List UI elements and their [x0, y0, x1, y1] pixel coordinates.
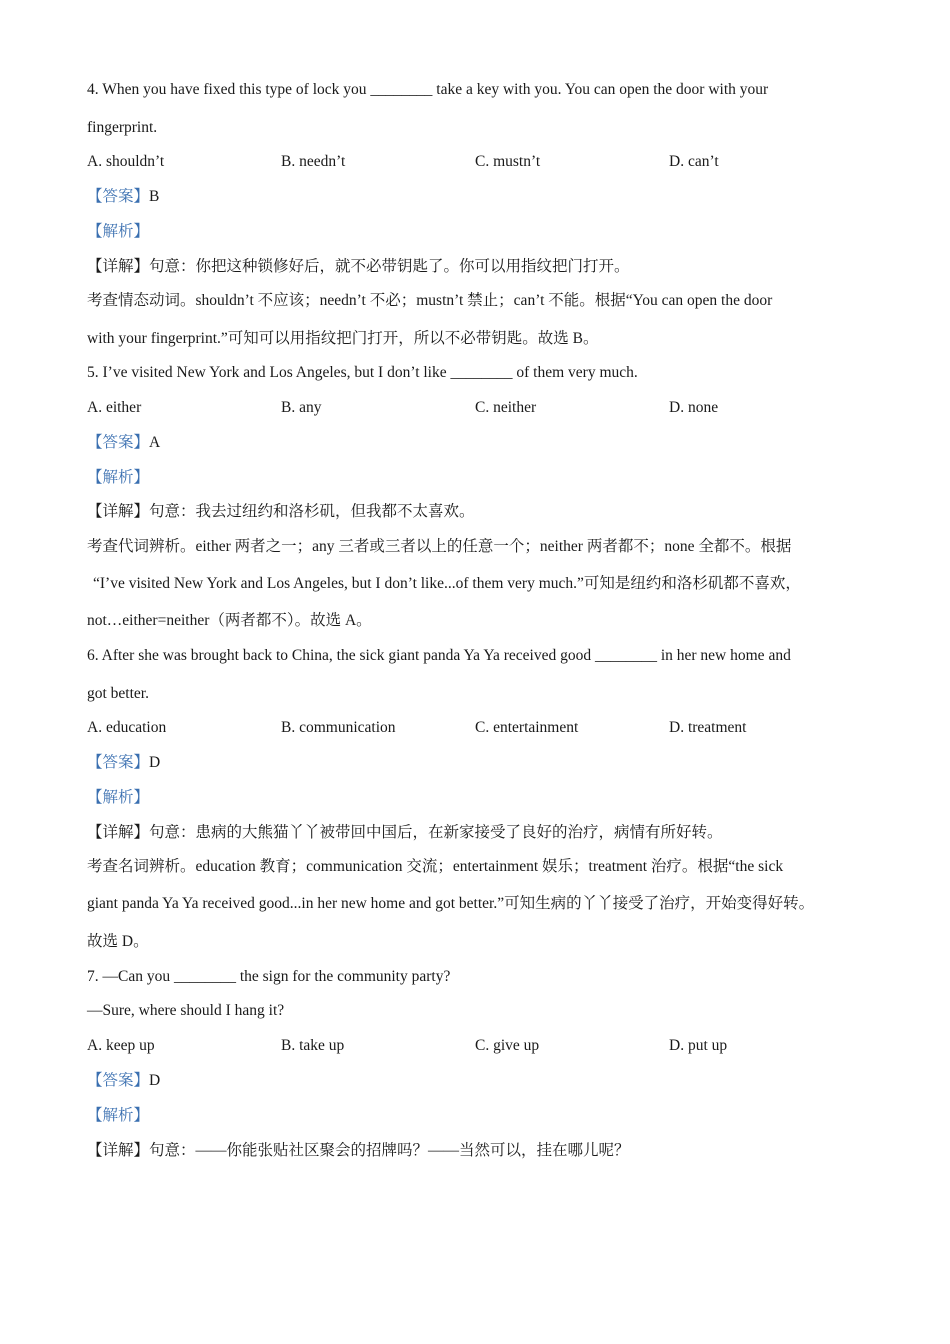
q5-explain-line2: “I’ve visited New York and Los Angeles, but I don’t like...of them very much.”可知是纽约和洛杉矶都不喜欢，	[93, 575, 801, 592]
q5-detail: 句意：我去过纽约和洛杉矶，但我都不太喜欢。	[149, 503, 475, 520]
q4-explain-line2: with your fingerprint.”可知可以用指纹把门打开，所以不必带钥匙。故选 B。	[87, 330, 599, 347]
q6-answer: D	[149, 754, 161, 771]
q5-answer: A	[149, 434, 161, 451]
q7-analysis-tag: 【解析】	[87, 1107, 150, 1124]
q5-answer-line	[87, 433, 160, 453]
q5-option-b: B. any	[281, 399, 322, 416]
q4-detail-line	[87, 257, 630, 277]
q6-explain-line3: 故选 D。	[87, 933, 149, 950]
q7-answer-line	[87, 1071, 160, 1091]
q5-detail-line	[87, 502, 475, 522]
detail-tag: 【详解】	[87, 824, 150, 841]
q6-option-a: A. education	[87, 719, 167, 736]
q4-analysis-tag: 【解析】	[87, 223, 150, 240]
q4-option-b: B. needn’t	[281, 153, 346, 170]
q7-option-a: A. keep up	[87, 1037, 155, 1054]
q6-detail: 句意：患病的大熊猫丫丫被带回中国后，在新家接受了良好的治疗，病情有所好转。	[149, 824, 723, 841]
q6-explain-line2: giant panda Ya Ya received good...in her new home and got better.”可知生病的丫丫接受了治疗，开始变得好转。	[87, 895, 815, 912]
answer-tag: 【答案】	[87, 188, 150, 205]
q6-option-c: C. entertainment	[475, 719, 579, 736]
q7-option-c: C. give up	[475, 1037, 540, 1054]
q6-stem-line2: got better.	[87, 685, 149, 702]
q4-option-a: A. shouldn’t	[87, 153, 165, 170]
q5-explain-line1: 考查代词辨析。either 两者之一；any 三者或三者以上的任意一个；neither 两者都不；none 全都不。根据	[87, 538, 792, 555]
q7-stem-line2: —Sure, where should I hang it?	[87, 1002, 285, 1019]
q5-option-a: A. either	[87, 399, 142, 416]
q6-answer-line	[87, 753, 160, 773]
q4-explain-line1: 考查情态动词。shouldn’t 不应该；needn’t 不必；mustn’t 禁止；can’t 不能。根据“You can open the door	[87, 292, 773, 309]
q4-option-d: D. can’t	[669, 153, 719, 170]
q6-stem-line1: 6. After she was brought back to China, the sick giant panda Ya Ya received good ________ in her new home and	[87, 647, 791, 664]
q6-explain-line1: 考查名词辨析。education 教育；communication 交流；entertainment 娱乐；treatment 治疗。根据“the sick	[87, 858, 784, 875]
q7-option-d: D. put up	[669, 1037, 728, 1054]
q6-analysis-tag: 【解析】	[87, 789, 150, 806]
detail-tag: 【详解】	[87, 1142, 150, 1159]
answer-tag: 【答案】	[87, 434, 150, 451]
q7-stem-line1: 7. —Can you ________ the sign for the community party?	[87, 968, 451, 985]
q5-stem-line1: 5. I’ve visited New York and Los Angeles, but I don’t like ________ of them very much.	[87, 364, 638, 381]
detail-tag: 【详解】	[87, 258, 150, 275]
q4-stem-line1: 4. When you have fixed this type of lock you ________ take a key with you. You can open the door with your	[87, 81, 769, 98]
q7-detail-line	[87, 1141, 630, 1161]
q7-detail: 句意：——你能张贴社区聚会的招牌吗？——当然可以，挂在哪儿呢？	[149, 1142, 630, 1159]
q6-option-d: D. treatment	[669, 719, 747, 736]
detail-tag: 【详解】	[87, 503, 150, 520]
q4-detail: 句意：你把这种锁修好后，就不必带钥匙了。你可以用指纹把门打开。	[149, 258, 630, 275]
q4-answer-line	[87, 187, 159, 207]
q7-answer: D	[149, 1072, 161, 1089]
q4-answer: B	[149, 188, 160, 205]
q5-analysis-tag: 【解析】	[87, 469, 150, 486]
q7-option-b: B. take up	[281, 1037, 345, 1054]
q5-option-c: C. neither	[475, 399, 537, 416]
q4-option-c: C. mustn’t	[475, 153, 541, 170]
q5-option-d: D. none	[669, 399, 719, 416]
answer-tag: 【答案】	[87, 1072, 150, 1089]
q6-option-b: B. communication	[281, 719, 396, 736]
q4-stem-line2: fingerprint.	[87, 119, 158, 136]
q5-explain-line3: not…either=neither（两者都不）。故选 A。	[87, 612, 372, 629]
q6-detail-line	[87, 823, 723, 843]
answer-tag: 【答案】	[87, 754, 150, 771]
